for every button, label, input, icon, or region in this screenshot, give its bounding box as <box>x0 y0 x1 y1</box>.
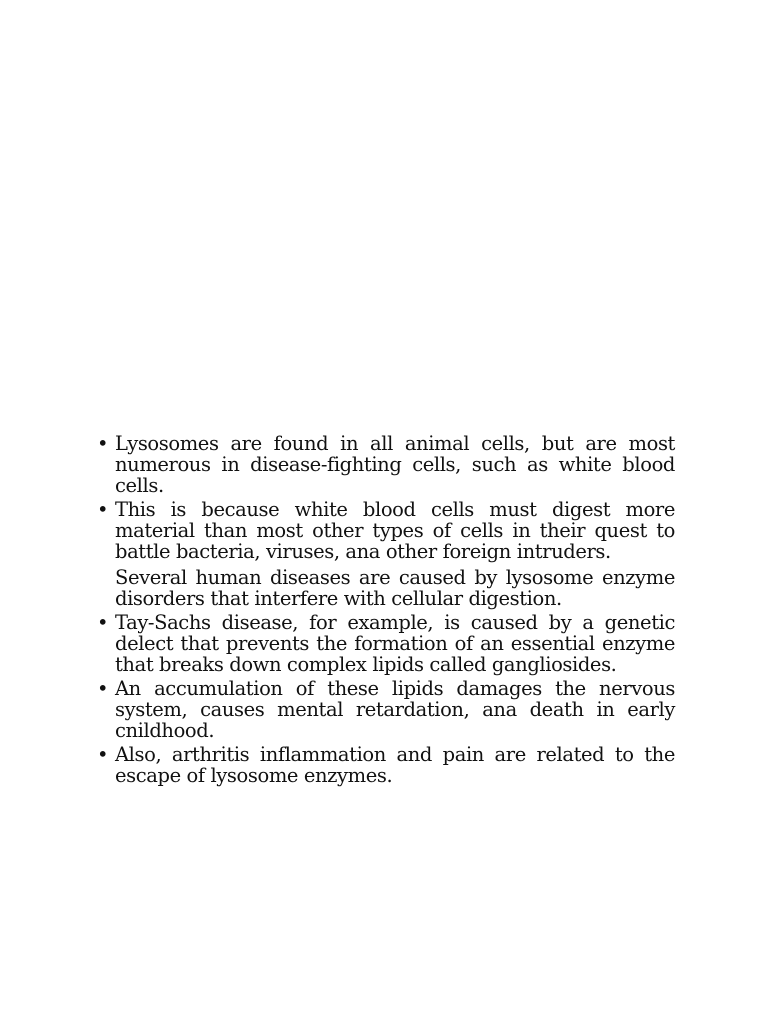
list-item <box>97 499 675 562</box>
list-item <box>97 678 675 741</box>
list-item-text: Lysosomes are found in all animal cells, but are most numerous in disease-fighting cells, such as white blood cells. <box>115 432 675 497</box>
list-item <box>97 744 675 786</box>
list-item <box>97 612 675 675</box>
bullet-marker: • <box>97 432 109 455</box>
list-item <box>97 567 675 609</box>
list-item-text: Also, arthritis inflammation and pain are related to the escape of lysosome enzymes. <box>115 743 675 787</box>
bullet-marker: • <box>97 498 109 521</box>
list-item-text: Several human diseases are caused by lysosome enzyme disorders that interfere with cellular digestion. <box>115 566 675 610</box>
bullet-marker: • <box>97 611 109 634</box>
bullet-list <box>97 433 675 789</box>
list-item-text: An accumulation of these lipids damages the nervous system, causes mental retardation, ana death in early cnildhood. <box>115 677 675 742</box>
bullet-marker: • <box>97 743 109 766</box>
list-item-text: Tay-Sachs disease, for example, is caused by a genetic delect that prevents the formation of an essential enzyme that breaks down complex lipids called gangliosides. <box>115 611 675 676</box>
list-item <box>97 433 675 496</box>
bullet-marker: • <box>97 677 109 700</box>
list-item-text: This is because white blood cells must digest more material than most other types of cells in their quest to battle bacteria, viruses, ana other foreign intruders. <box>115 498 675 563</box>
